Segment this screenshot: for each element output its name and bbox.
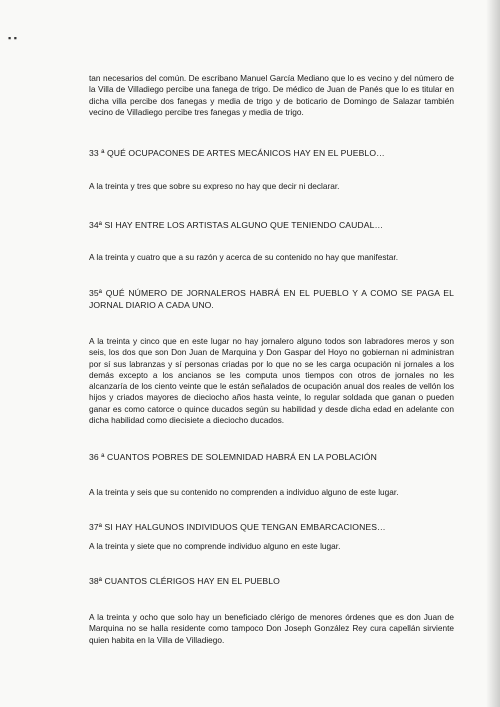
heading-36 <box>89 451 454 463</box>
question-heading: 36 ª CUANTOS POBRES DE SOLEMNIDAD HABRÁ EN LA POBLACIÓN <box>89 452 377 462</box>
heading-35 <box>89 287 454 311</box>
paragraph-36 <box>89 487 454 498</box>
question-heading: 33 ª QUÉ OCUPACONES DE ARTES MECÁNICOS HAY EN EL PUEBLO… <box>89 148 385 158</box>
paragraph-34 <box>89 252 454 263</box>
question-heading: 37ª SI HAY HALGUNOS INDIVIDUOS QUE TENGAN EMBARCACIONES… <box>89 522 386 532</box>
paragraph-text: A la treinta y tres que sobre su expreso no hay que decir ni declarar. <box>89 181 340 191</box>
page-edge-shadow <box>486 0 500 707</box>
paragraph-text: A la treinta y cuatro que a su razón y acerca de su contenido no hay que manifestar. <box>89 252 399 262</box>
paragraph-35 <box>89 336 454 426</box>
question-heading: 34ª SI HAY ENTRE LOS ARTISTAS ALGUNO QUE TENIENDO CAUDAL… <box>89 220 384 230</box>
paragraph-text: tan necesarios del común. De escribano Manuel García Mediano que lo es vecino y del número de la Villa de Villadiego percibe una fanega de trigo. De médico de Juan de Panés que lo es titular en dicha villa percibe dos fanegas y media de trigo y de boticario de Domingo de Salazar también vecino de Villadiego percibe tres fanegas y media de trigo. <box>89 73 454 117</box>
question-heading: 38ª CUANTOS CLÉRIGOS HAY EN EL PUEBLO <box>89 576 280 586</box>
heading-34 <box>89 219 454 231</box>
corner-mark: ▪ ▪ <box>8 33 17 43</box>
paragraph-text: A la treinta y seis que su contenido no comprenden a individuo alguno de este lugar. <box>89 487 399 497</box>
paragraph-38 <box>89 612 454 646</box>
paragraph-37 <box>89 541 454 552</box>
question-heading: 35ª QUÉ NÚMERO DE JORNALEROS HABRÁ EN EL PUEBLO Y A COMO SE PAGA EL JORNAL DIARIO A CADA UNO. <box>89 288 454 310</box>
paragraph-text: A la treinta y cinco que en este lugar no hay jornalero alguno todos son labradores meros y son seis, los dos que son Don Juan de Marquina y Don Gaspar del Hoyo no gobiernan ni administran por sí sus labranzas y sí personas criadas por lo que no se les carga ocupación ni jornales a los demás excepto a los ancianos se les computa unos tiempos con otros de jornales no les alcanzaría de los ciento veinte que le están señalados de ocupación anual dos reales de vellón los hijos y criados mayores de dieciocho años hasta veinte, lo regular soldada que ganan o pueden ganar es como catorce o quince ducados según su habilidad y desde dicha edad en adelante con dicha habilidad como diecisiete a dieciocho ducados. <box>89 336 454 426</box>
paragraph-text: A la treinta y ocho que solo hay un beneficiado clérigo de menores órdenes que es don Juan de Marquina no se halla residente como tampoco Don Joseph González Rey cura capellán sirviente quien habita en la Villa de Villadiego. <box>89 612 454 645</box>
paragraph-32 <box>89 73 454 118</box>
paragraph-33 <box>89 181 454 192</box>
heading-38 <box>89 575 454 587</box>
heading-37 <box>89 521 454 533</box>
heading-33 <box>89 147 454 159</box>
paragraph-text: A la treinta y siete que no comprende individuo alguno en este lugar. <box>89 541 341 551</box>
